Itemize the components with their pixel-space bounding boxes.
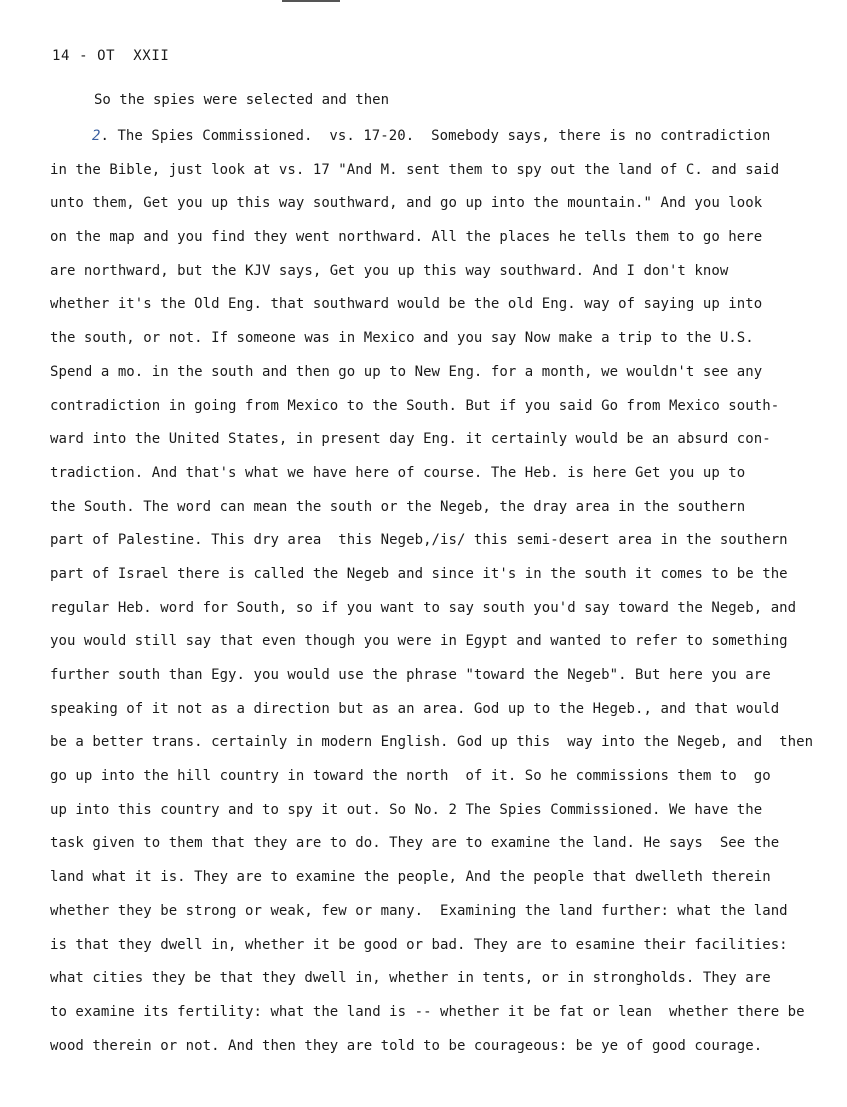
body-line-16: you would still say that even though you were in Egypt and wanted to refer to something — [50, 633, 788, 650]
body-line-28: wood therein or not. And then they are told to be courageous: be ye of good courage. — [50, 1037, 763, 1054]
body-line-7: the south, or not. If someone was in Mexico and you say Now make a trip to the U.S. — [50, 330, 754, 347]
intro-line: So the spies were selected and then — [94, 92, 390, 108]
body-line-8: Spend a mo. in the south and then go up to New Eng. for a month, we wouldn't see any — [50, 363, 763, 380]
body-line-20: go up into the hill country in toward the north of it. So he commissions them to go — [50, 768, 771, 785]
body-line-12: the South. The word can mean the south or the Negeb, the dray area in the southern — [50, 498, 746, 515]
body-line-5: are northward, but the KJV says, Get you up this way southward. And I don't know — [50, 262, 729, 279]
body-line-14: part of Israel there is called the Negeb and since it's in the south it comes to be the — [50, 565, 788, 582]
body-line-26: what cities they be that they dwell in, whether in tents, or in strongholds. They are — [50, 970, 771, 987]
body-line-25: is that they dwell in, whether it be good or bad. They are to esamine their facilities: — [50, 936, 788, 953]
body-line-1 — [50, 126, 820, 160]
body-line-2: in the Bible, just look at vs. 17 "And M. sent them to spy out the land of C. and said — [50, 161, 780, 178]
body-line-4: on the map and you find they went northward. All the places he tells them to go here — [50, 229, 763, 246]
section-number: 2 — [92, 128, 101, 144]
body-line-23: land what it is. They are to examine the people, And the people that dwelleth therein — [50, 869, 771, 886]
body-line-24: whether they be strong or weak, few or many. Examining the land further: what the land — [50, 902, 788, 919]
page-header: 14 - OT XXII — [52, 48, 170, 64]
body-line-18: speaking of it not as a direction but as an area. God up to the Hegeb., and that would — [50, 700, 780, 717]
body-line-17: further south than Egy. you would use the phrase "toward the Negeb". But here you are — [50, 667, 771, 683]
body-line-13: part of Palestine. This dry area this Negeb,/is/ this semi-desert area in the southern — [50, 532, 788, 549]
body-line-text: . The Spies Commissioned. vs. 17-20. Somebody says, there is no contradiction — [100, 128, 771, 144]
body-line-15: regular Heb. word for South, so if you want to say south you'd say toward the Negeb, and — [50, 599, 797, 616]
body-line-3: unto them, Get you up this way southward, and go up into the mountain." And you look — [50, 195, 763, 212]
body-line-6: whether it's the Old Eng. that southward would be the old Eng. way of saying up into — [50, 296, 763, 313]
body-line-11: tradiction. And that's what we have here of course. The Heb. is here Get you up to — [50, 464, 746, 481]
body-line-10: ward into the United States, in present day Eng. it certainly would be an absurd con- — [50, 431, 771, 448]
body-line-21: up into this country and to spy it out. So No. 2 The Spies Commissioned. We have the — [50, 801, 763, 818]
top-edge-mark — [282, 0, 340, 2]
body-line-27: to examine its fertility: what the land is -- whether it be fat or lean whether there be — [50, 1003, 805, 1020]
body-line-19: be a better trans. certainly in modern English. God up this way into the Negeb, and then — [50, 734, 814, 751]
body-line-9: contradiction in going from Mexico to the South. But if you said Go from Mexico south- — [50, 397, 780, 414]
body-text — [50, 126, 820, 1069]
body-line-22: task given to them that they are to do. They are to examine the land. He says See the — [50, 835, 780, 852]
